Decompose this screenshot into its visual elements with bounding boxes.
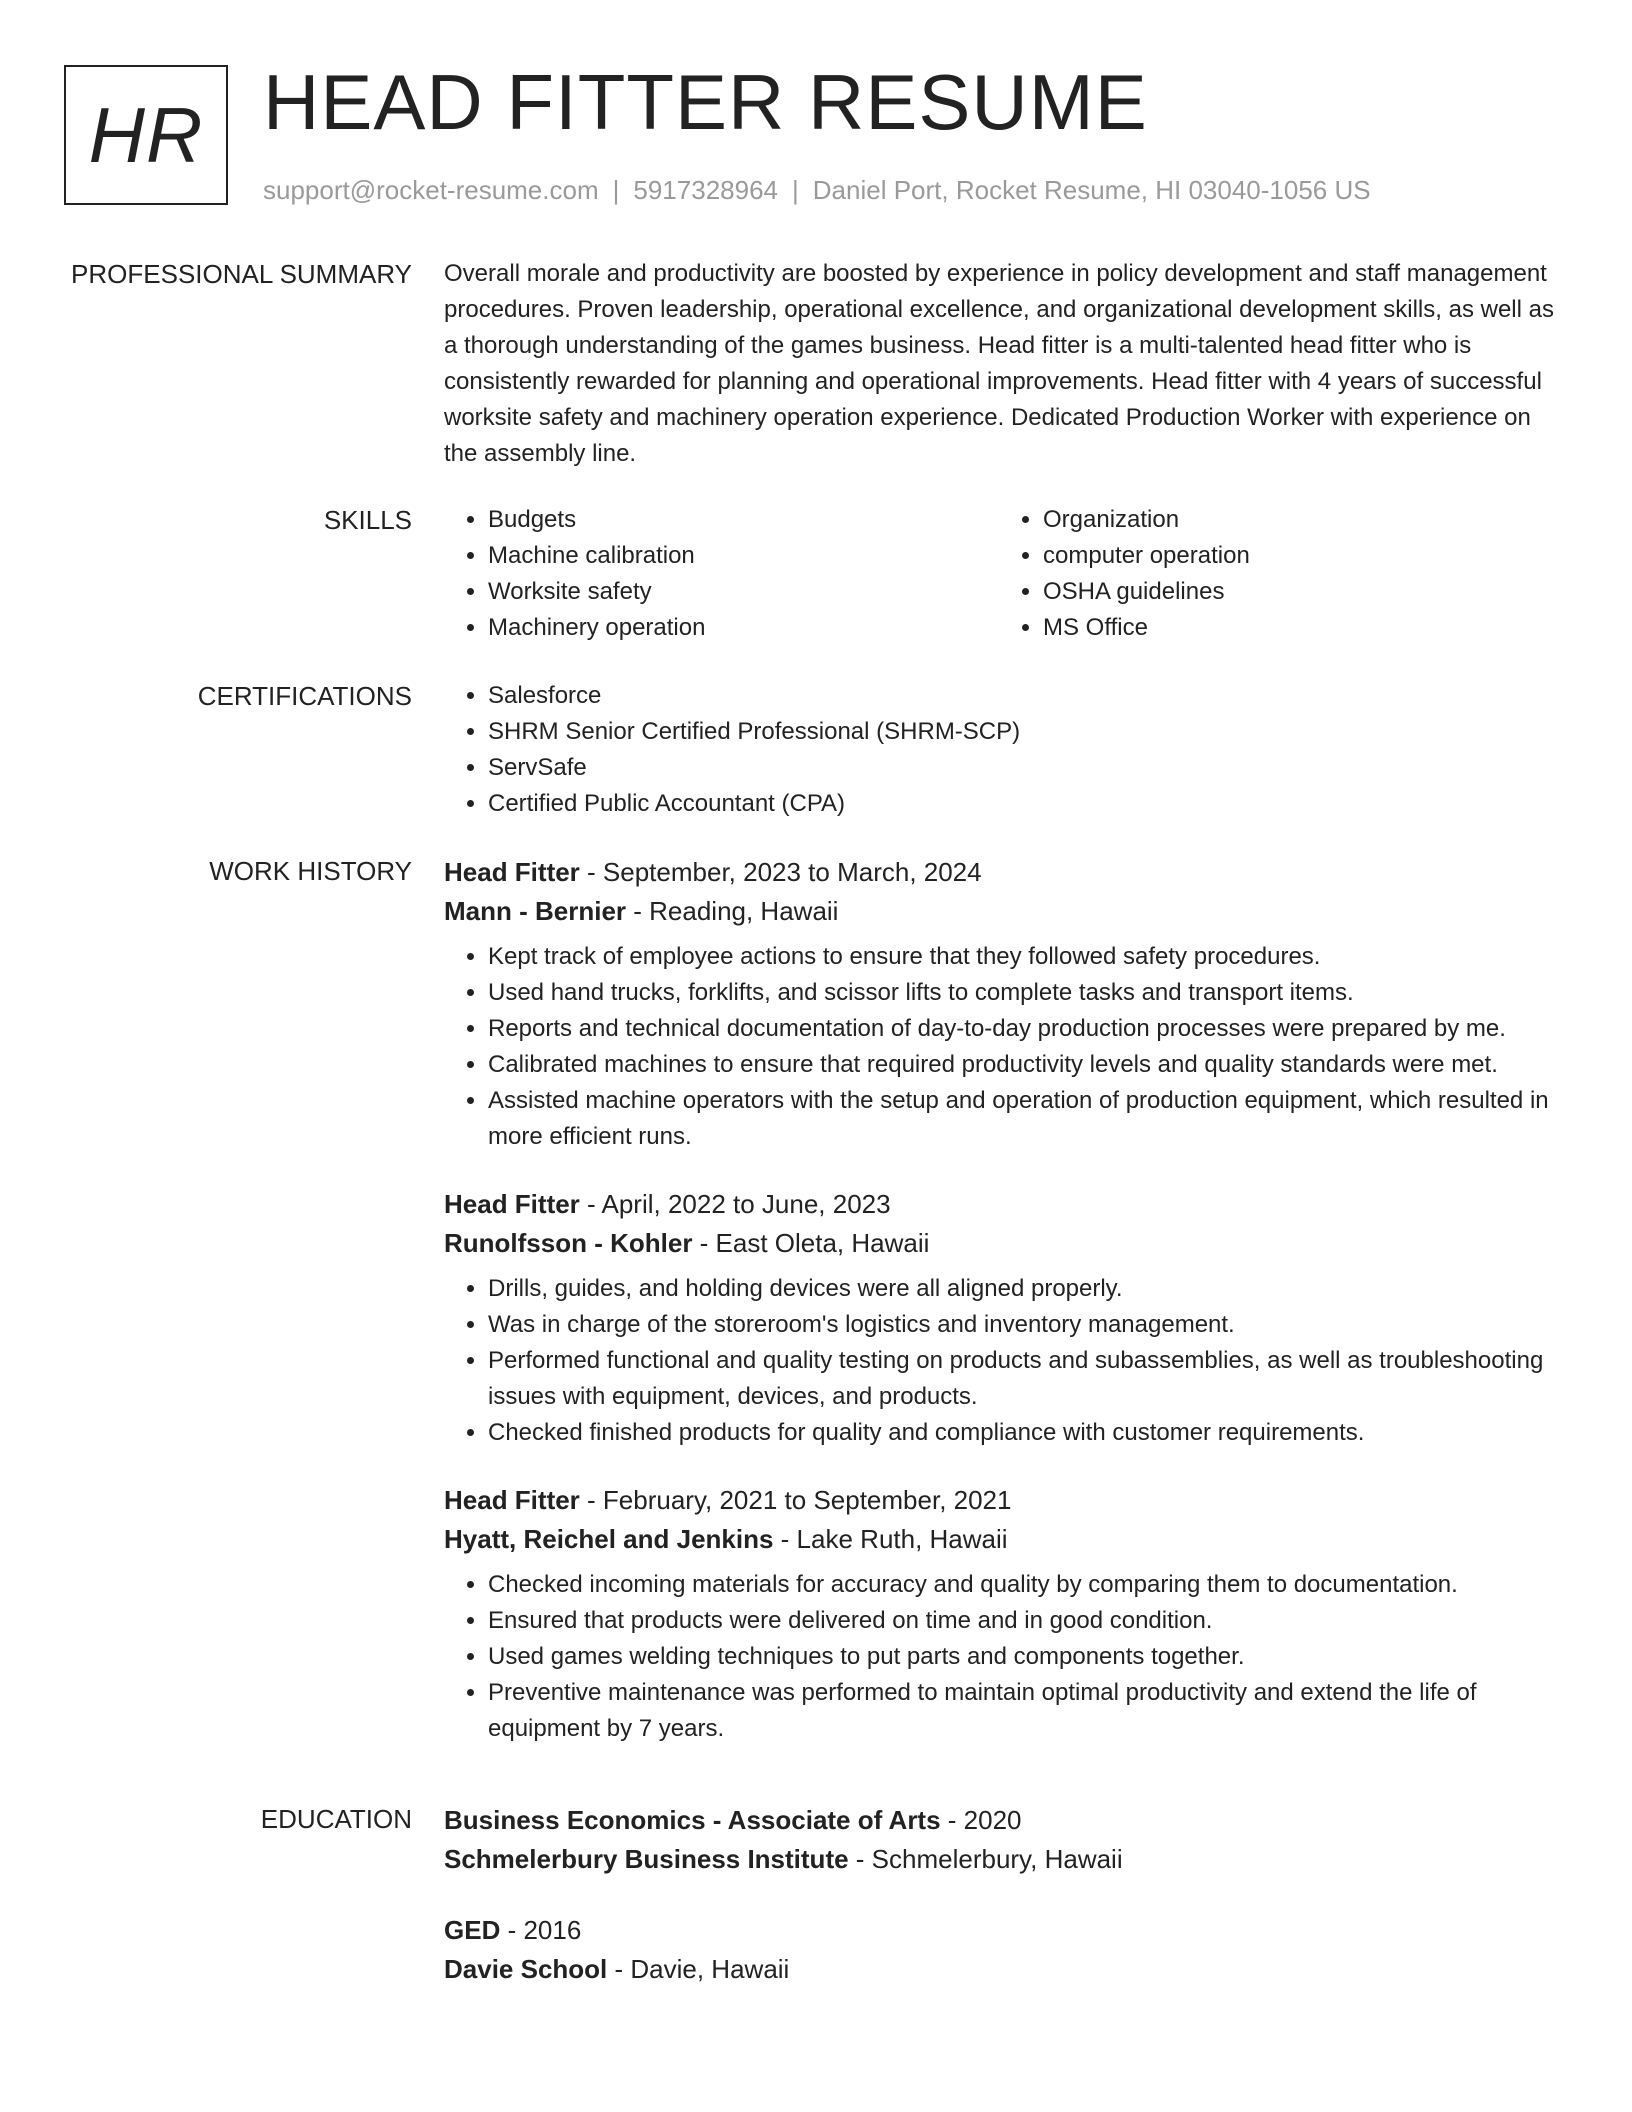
job-location: - Lake Ruth, Hawaii	[773, 1524, 1008, 1554]
job-company-line	[444, 892, 1554, 931]
skill-item: • Machine calibration	[488, 538, 999, 574]
job-location: - Reading, Hawaii	[626, 896, 839, 926]
job-duty: • Kept track of employee actions to ensure that they followed safety procedures.	[488, 939, 1554, 975]
contact-separator: |	[612, 175, 620, 205]
education-year: - 2020	[940, 1805, 1022, 1835]
education-degree: Business Economics - Associate of Arts	[444, 1805, 941, 1835]
job-entry	[444, 1185, 1554, 1451]
skill-item: • computer operation	[1043, 538, 1554, 574]
job-duty: • Reports and technical documentation of day-to-day production processes were prepared by me.	[488, 1011, 1554, 1047]
work-history-content	[444, 853, 1554, 1777]
monogram-badge: HR	[64, 65, 228, 205]
job-company: Mann - Bernier	[444, 896, 627, 926]
job-title: Head Fitter	[444, 857, 580, 887]
education-year: - 2016	[500, 1915, 582, 1945]
job-dates: - February, 2021 to September, 2021	[579, 1485, 1012, 1515]
job-duty: • Preventive maintenance was performed to maintain optimal productivity and extend the life of equipment by 7 years.	[488, 1675, 1554, 1747]
job-title-line	[444, 853, 1554, 892]
job-duty: • Calibrated machines to ensure that required productivity levels and quality standards were met.	[488, 1047, 1554, 1083]
job-company-line	[444, 1520, 1554, 1559]
section-label-summary: PROFESSIONAL SUMMARY	[71, 259, 412, 289]
job-duty: • Performed functional and quality testing on products and subassemblies, as well as troubleshooting issues with equipment, devices, and products.	[488, 1343, 1554, 1415]
skill-item: • Machinery operation	[488, 610, 999, 646]
certifications-content	[444, 678, 1554, 822]
certification-item: • SHRM Senior Certified Professional (SHRM-SCP)	[488, 714, 1554, 750]
job-duty: • Assisted machine operators with the setup and operation of production equipment, which resulted in more efficient runs.	[488, 1083, 1554, 1155]
summary-text: Overall morale and productivity are boosted by experience in policy development and staff management procedures. Proven leadership, operational excellence, and organizational development skills, as well as a thorough understanding of the games business. Head fitter is a multi-talented head fitter who is consistently rewarded for planning and operational improvements. Head fitter with 4 years of successful worksite safety and machinery operation experience. Dedicated Production Worker with experience on the assembly line.	[444, 260, 1554, 467]
section-label-work-history: WORK HISTORY	[209, 856, 412, 886]
job-duty: • Used games welding techniques to put parts and components together.	[488, 1639, 1554, 1675]
contact-separator: |	[792, 175, 799, 205]
skill-item: • Worksite safety	[488, 574, 999, 610]
job-title: Head Fitter	[444, 1189, 580, 1219]
education-school: Schmelerbury Business Institute	[444, 1844, 849, 1874]
section-label-education: EDUCATION	[260, 1804, 412, 1834]
skill-item: • OSHA guidelines	[1043, 574, 1554, 610]
job-entry	[444, 853, 1554, 1155]
skill-item: • Budgets	[488, 502, 999, 538]
contact-phone: 5917328964	[633, 175, 778, 205]
skill-item: • MS Office	[1043, 610, 1554, 646]
contact-address: Daniel Port, Rocket Resume, HI 03040-1056 US	[812, 175, 1371, 205]
page-title: HEAD FITTER RESUME	[263, 58, 1148, 146]
certification-item: • Certified Public Accountant (CPA)	[488, 786, 1554, 822]
section-label-certifications: CERTIFICATIONS	[197, 681, 412, 711]
job-dates: - April, 2022 to June, 2023	[579, 1189, 891, 1219]
education-degree-line	[444, 1801, 1554, 1840]
certifications-list	[444, 678, 1554, 822]
job-title-line	[444, 1185, 1554, 1224]
section-label-skills: SKILLS	[323, 505, 412, 535]
job-duty: • Ensured that products were delivered on time and in good condition.	[488, 1603, 1554, 1639]
skills-list-left	[444, 502, 999, 646]
job-title-line	[444, 1481, 1554, 1520]
job-company: Hyatt, Reichel and Jenkins	[444, 1524, 774, 1554]
job-company-line	[444, 1224, 1554, 1263]
job-entry	[444, 1481, 1554, 1747]
certification-item: • ServSafe	[488, 750, 1554, 786]
education-school: Davie School	[444, 1954, 608, 1984]
skills-list-right	[999, 502, 1554, 646]
skill-item: • Organization	[1043, 502, 1554, 538]
education-degree: GED	[444, 1915, 501, 1945]
job-company: Runolfsson - Kohler	[444, 1228, 693, 1258]
job-duties	[444, 1271, 1554, 1451]
job-duties	[444, 1567, 1554, 1747]
education-degree-line	[444, 1911, 1554, 1950]
job-duty: • Drills, guides, and holding devices were all aligned properly.	[488, 1271, 1554, 1307]
skills-content	[444, 502, 1554, 646]
job-duties	[444, 939, 1554, 1155]
job-title: Head Fitter	[444, 1485, 580, 1515]
education-entry	[444, 1911, 1554, 1989]
job-duty: • Checked incoming materials for accuracy and quality by comparing them to documentation.	[488, 1567, 1554, 1603]
education-location: - Davie, Hawaii	[607, 1954, 790, 1984]
job-duty: • Was in charge of the storeroom's logistics and inventory management.	[488, 1307, 1554, 1343]
education-location: - Schmelerbury, Hawaii	[848, 1844, 1123, 1874]
education-school-line	[444, 1840, 1554, 1879]
job-duty: • Checked finished products for quality and compliance with customer requirements.	[488, 1415, 1554, 1451]
certification-item: • Salesforce	[488, 678, 1554, 714]
job-dates: - September, 2023 to March, 2024	[579, 857, 982, 887]
contact-line	[263, 174, 1371, 206]
education-content	[444, 1801, 1554, 2021]
education-school-line	[444, 1950, 1554, 1989]
job-duty: • Used hand trucks, forklifts, and scissor lifts to complete tasks and transport items.	[488, 975, 1554, 1011]
job-location: - East Oleta, Hawaii	[692, 1228, 930, 1258]
education-entry	[444, 1801, 1554, 1879]
contact-email: support@rocket-resume.com	[263, 175, 599, 205]
summary-content	[444, 256, 1554, 472]
